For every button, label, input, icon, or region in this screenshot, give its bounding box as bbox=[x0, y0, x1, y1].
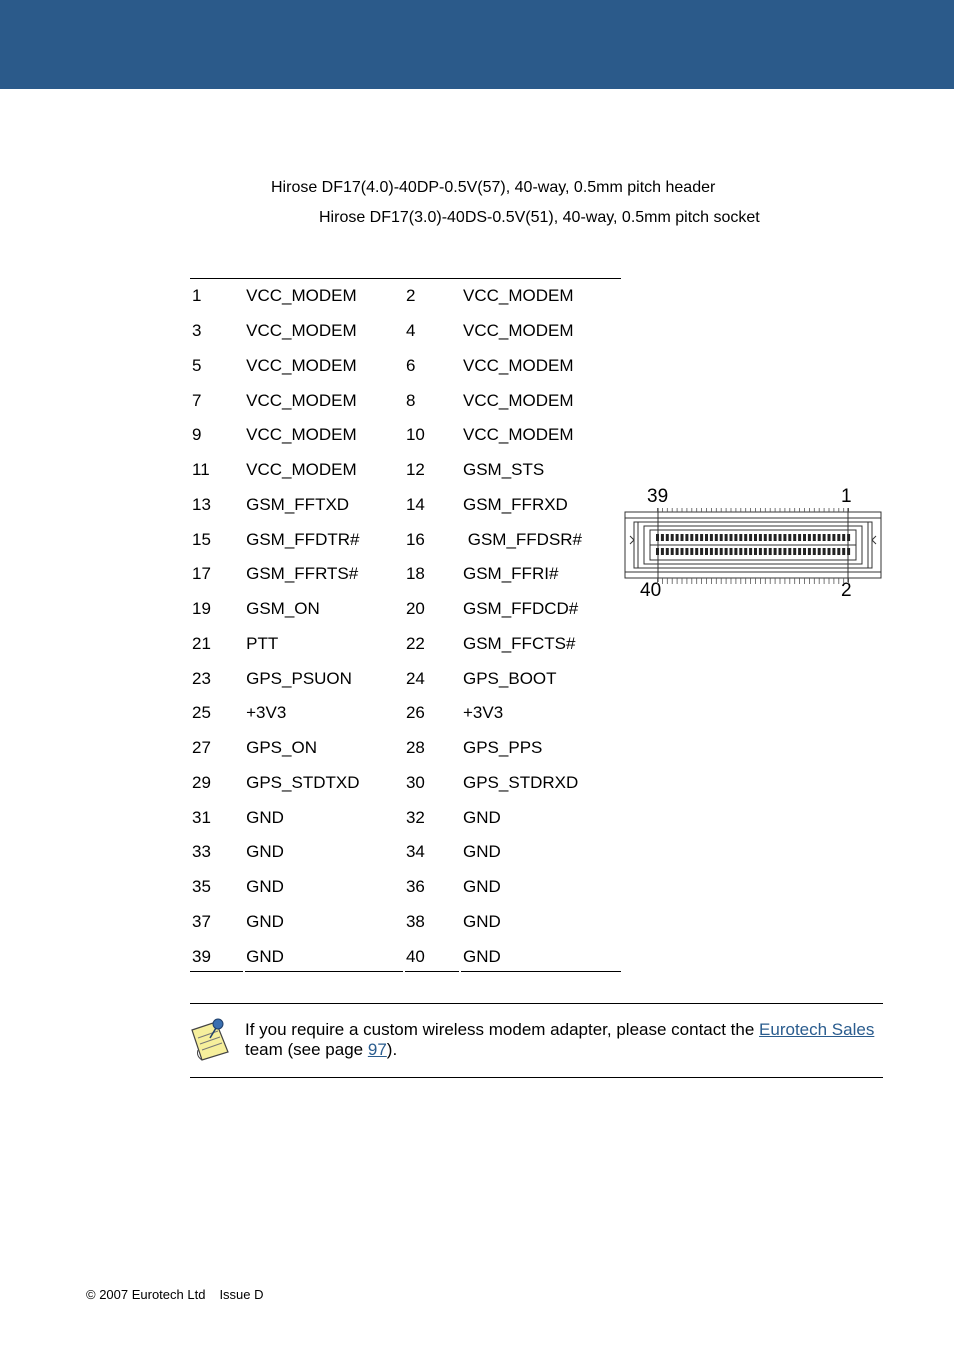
note-top-rule bbox=[190, 1003, 883, 1004]
connector-contact bbox=[788, 534, 791, 541]
pin-signal: GPS_BOOT bbox=[463, 668, 557, 688]
pin-number: 28 bbox=[405, 738, 425, 758]
connector-contact bbox=[710, 548, 713, 555]
pin-number: 3 bbox=[192, 321, 202, 341]
connector-contact bbox=[730, 548, 733, 555]
table-row bbox=[190, 627, 621, 662]
connector-contact bbox=[798, 534, 801, 541]
connector-contact bbox=[832, 548, 835, 555]
connector-contact bbox=[769, 534, 772, 541]
connector-contact bbox=[661, 534, 664, 541]
connector-contact bbox=[759, 534, 762, 541]
connector-contact bbox=[695, 548, 698, 555]
table-row bbox=[190, 696, 621, 731]
connector-contact bbox=[813, 534, 816, 541]
table-row bbox=[190, 731, 621, 766]
connector-contact bbox=[828, 534, 831, 541]
note-bottom-rule bbox=[190, 1077, 883, 1078]
connector-contact bbox=[847, 534, 850, 541]
pin-number: 18 bbox=[405, 564, 425, 584]
connector-contact bbox=[730, 534, 733, 541]
pin-number: 35 bbox=[192, 877, 211, 897]
pin-signal: VCC_MODEM bbox=[246, 425, 357, 445]
pin-signal: GND bbox=[463, 911, 501, 931]
pin-number: 12 bbox=[405, 460, 425, 480]
eurotech-sales-link[interactable]: Eurotech Sales bbox=[759, 1020, 875, 1039]
connector-contact bbox=[779, 548, 782, 555]
pin-number: 16 bbox=[405, 529, 425, 549]
connector-contact bbox=[685, 534, 688, 541]
pin-number: 23 bbox=[192, 668, 211, 688]
pin-signal: GND bbox=[246, 911, 284, 931]
note-text-after: ). bbox=[386, 1040, 398, 1059]
table-bottom-rule bbox=[190, 971, 243, 972]
pin-signal: GPS_PSUON bbox=[246, 668, 352, 688]
connector-contact bbox=[690, 548, 693, 555]
pin-signal: VCC_MODEM bbox=[461, 279, 621, 314]
connector-contact bbox=[798, 548, 801, 555]
pin-number: 4 bbox=[405, 321, 416, 341]
pin-signal: PTT bbox=[246, 633, 279, 653]
pin-signal: GPS_PPS bbox=[463, 738, 543, 758]
connector-contact bbox=[739, 548, 742, 555]
connector-drawing bbox=[622, 508, 884, 588]
table-row bbox=[190, 661, 621, 696]
table-row bbox=[190, 383, 621, 418]
connector-contact bbox=[749, 534, 752, 541]
pin-signal: +3V3 bbox=[463, 703, 504, 723]
connector-contact bbox=[759, 548, 762, 555]
pin-number: 14 bbox=[405, 494, 425, 514]
pin-signal: GND bbox=[463, 842, 501, 862]
connector-contact bbox=[705, 548, 708, 555]
connector-contact bbox=[671, 534, 674, 541]
pin-signal: VCC_MODEM bbox=[246, 355, 357, 375]
table-row bbox=[190, 418, 621, 453]
pin-signal: GSM_ON bbox=[246, 599, 320, 619]
note-text bbox=[245, 1020, 875, 1060]
pin-number: 8 bbox=[405, 390, 416, 410]
connector-contact bbox=[803, 548, 806, 555]
pin-signal: VCC_MODEM bbox=[463, 321, 574, 341]
connector-contact bbox=[813, 548, 816, 555]
pin-number: 20 bbox=[405, 599, 425, 619]
pin-number: 7 bbox=[192, 390, 202, 410]
connector-contact bbox=[666, 548, 669, 555]
table-row bbox=[190, 314, 621, 349]
connector-diagram bbox=[622, 484, 884, 604]
connector-contact bbox=[710, 534, 713, 541]
pin-number: 24 bbox=[405, 668, 425, 688]
pin-signal: GPS_ON bbox=[246, 738, 317, 758]
note-pin-icon bbox=[188, 1016, 232, 1062]
table-row bbox=[190, 800, 621, 835]
connector-contact bbox=[725, 548, 728, 555]
connector-contact bbox=[764, 548, 767, 555]
pin-signal: GND bbox=[463, 946, 501, 966]
pin-signal: VCC_MODEM bbox=[246, 390, 357, 410]
pin-number: 32 bbox=[405, 807, 425, 827]
table-bottom-rule bbox=[461, 971, 621, 972]
pin-number: 34 bbox=[405, 842, 425, 862]
connector-contact bbox=[818, 534, 821, 541]
connector-contact bbox=[803, 534, 806, 541]
pin-number: 5 bbox=[192, 355, 202, 375]
table-row bbox=[190, 453, 621, 488]
pin-number: 29 bbox=[192, 772, 211, 792]
pin-number: 13 bbox=[192, 494, 211, 514]
pin-signal: GSM_FFDCD# bbox=[463, 599, 579, 619]
pin-number: 36 bbox=[405, 877, 425, 897]
pin-number: 26 bbox=[405, 703, 425, 723]
connector-contact bbox=[793, 534, 796, 541]
pin-signal: VCC_MODEM bbox=[463, 355, 574, 375]
pin-label-bottom-right: 2 bbox=[841, 580, 852, 601]
table-bottom-rule bbox=[405, 971, 459, 972]
pin-number: 2 bbox=[404, 279, 461, 314]
connector-contact bbox=[837, 534, 840, 541]
connector-contact bbox=[823, 548, 826, 555]
note-text-before: If you require a custom wireless modem adapter, please contact the bbox=[245, 1020, 760, 1039]
connector-contact bbox=[842, 534, 845, 541]
connector-contact bbox=[832, 534, 835, 541]
connector-contact bbox=[695, 534, 698, 541]
pin-signal: GND bbox=[463, 877, 501, 897]
pin-signal: GPS_STDRXD bbox=[463, 772, 579, 792]
header-banner bbox=[0, 0, 954, 89]
footer-issue: Issue D bbox=[219, 1287, 264, 1302]
pin-signal: VCC_MODEM bbox=[463, 390, 574, 410]
pin-number: 33 bbox=[192, 842, 211, 862]
pin-signal: GSM_FFDTR# bbox=[246, 529, 360, 549]
pin-signal: GND bbox=[463, 807, 501, 827]
connector-contact bbox=[793, 548, 796, 555]
connector-contact bbox=[744, 548, 747, 555]
connector-contact bbox=[769, 548, 772, 555]
pin-signal: VCC_MODEM bbox=[244, 279, 404, 314]
pin-number: 6 bbox=[405, 355, 416, 375]
pin-signal: GND bbox=[246, 877, 284, 897]
table-row bbox=[190, 349, 621, 384]
pin-signal: GPS_STDTXD bbox=[246, 772, 360, 792]
connector-contact bbox=[661, 548, 664, 555]
connector-contact bbox=[705, 534, 708, 541]
connector-contact bbox=[779, 534, 782, 541]
pin-signal: GSM_FFTXD bbox=[246, 494, 350, 514]
connector-contact bbox=[676, 548, 679, 555]
connector-contact bbox=[788, 548, 791, 555]
connector-contact bbox=[656, 548, 659, 555]
connector-contact bbox=[725, 534, 728, 541]
connector-contact bbox=[837, 548, 840, 555]
pin-signal: GND bbox=[246, 842, 284, 862]
connector-contact bbox=[754, 548, 757, 555]
pin-number: 38 bbox=[405, 911, 425, 931]
table-row bbox=[190, 870, 621, 905]
connector-contact bbox=[671, 548, 674, 555]
connector-contact bbox=[676, 534, 679, 541]
header-connector-text: Hirose DF17(4.0)-40DP-0.5V(57), 40-way, 0.5mm pitch header bbox=[271, 179, 716, 196]
pin-number: 21 bbox=[192, 633, 211, 653]
connector-contact bbox=[808, 548, 811, 555]
table-row bbox=[190, 592, 621, 627]
connector-contact bbox=[734, 534, 737, 541]
table-bottom-rule bbox=[245, 971, 403, 972]
connector-contact bbox=[681, 548, 684, 555]
pin-label-top-right: 1 bbox=[841, 486, 852, 507]
pin-signal: GSM_FFDSR# bbox=[463, 529, 583, 549]
pin-signal: VCC_MODEM bbox=[246, 460, 357, 480]
pinout-table bbox=[190, 278, 621, 974]
connector-contact bbox=[715, 534, 718, 541]
pin-signal: GSM_FFCTS# bbox=[463, 633, 576, 653]
connector-contact bbox=[700, 548, 703, 555]
connector-contact bbox=[720, 534, 723, 541]
connector-contact bbox=[774, 534, 777, 541]
connector-contact bbox=[749, 548, 752, 555]
note-text-middle: team (see page bbox=[245, 1040, 368, 1059]
connector-contact bbox=[764, 534, 767, 541]
table-row bbox=[190, 488, 621, 523]
table-row bbox=[190, 905, 621, 940]
pin-number: 19 bbox=[192, 599, 211, 619]
connector-contact bbox=[681, 534, 684, 541]
connector-contact bbox=[842, 548, 845, 555]
connector-contact bbox=[754, 534, 757, 541]
pin-signal: GND bbox=[246, 807, 284, 827]
pin-signal: GSM_FFRXD bbox=[463, 494, 568, 514]
pin-signal: GSM_FFRTS# bbox=[246, 564, 359, 584]
connector-contact bbox=[847, 548, 850, 555]
connector-contact bbox=[823, 534, 826, 541]
connector-contact bbox=[720, 548, 723, 555]
pin-number: 15 bbox=[192, 529, 211, 549]
connector-contact bbox=[828, 548, 831, 555]
page-link[interactable]: 97 bbox=[367, 1040, 387, 1059]
pin-number: 11 bbox=[192, 460, 210, 480]
socket-connector-text: Hirose DF17(3.0)-40DS-0.5V(51), 40-way, 0.5mm pitch socket bbox=[319, 209, 760, 226]
footer-copyright: © 2007 Eurotech Ltd bbox=[86, 1287, 206, 1302]
connector-contact bbox=[808, 534, 811, 541]
pin-number: 39 bbox=[192, 946, 211, 966]
pin-number: 37 bbox=[192, 911, 211, 931]
table-row bbox=[190, 939, 621, 974]
pin-signal: VCC_MODEM bbox=[246, 321, 357, 341]
pin-number: 17 bbox=[192, 564, 211, 584]
connector-contact bbox=[783, 534, 786, 541]
pin-number: 40 bbox=[405, 946, 425, 966]
connector-contact bbox=[690, 534, 693, 541]
pin-signal: GND bbox=[246, 946, 284, 966]
pin-label-bottom-left: 40 bbox=[640, 580, 662, 601]
pin-number: 25 bbox=[192, 703, 211, 723]
pin-number: 10 bbox=[405, 425, 425, 445]
pin-number: 9 bbox=[192, 425, 202, 445]
table-row bbox=[190, 557, 621, 592]
connector-contact bbox=[656, 534, 659, 541]
table-row bbox=[190, 766, 621, 801]
pin-signal: GSM_FFRI# bbox=[463, 564, 559, 584]
connector-contact bbox=[666, 534, 669, 541]
table-row bbox=[190, 835, 621, 870]
table-row bbox=[190, 522, 621, 557]
pin-label-top-left: 39 bbox=[647, 486, 669, 507]
connector-contact bbox=[734, 548, 737, 555]
connector-contact bbox=[700, 534, 703, 541]
table-row bbox=[190, 279, 621, 314]
pin-number: 22 bbox=[405, 633, 425, 653]
connector-contact bbox=[739, 534, 742, 541]
connector-contact bbox=[783, 548, 786, 555]
connector-contact bbox=[744, 534, 747, 541]
footer bbox=[86, 1287, 264, 1302]
pin-number: 27 bbox=[192, 738, 211, 758]
pin-signal: VCC_MODEM bbox=[463, 425, 574, 445]
connector-contact bbox=[715, 548, 718, 555]
pin-number: 1 bbox=[190, 279, 244, 314]
connector-contact bbox=[685, 548, 688, 555]
pin-number: 31 bbox=[192, 807, 211, 827]
connector-contact bbox=[818, 548, 821, 555]
pin-number: 30 bbox=[405, 772, 425, 792]
pin-signal: +3V3 bbox=[246, 703, 287, 723]
pin-signal: GSM_STS bbox=[463, 460, 545, 480]
connector-contact bbox=[774, 548, 777, 555]
